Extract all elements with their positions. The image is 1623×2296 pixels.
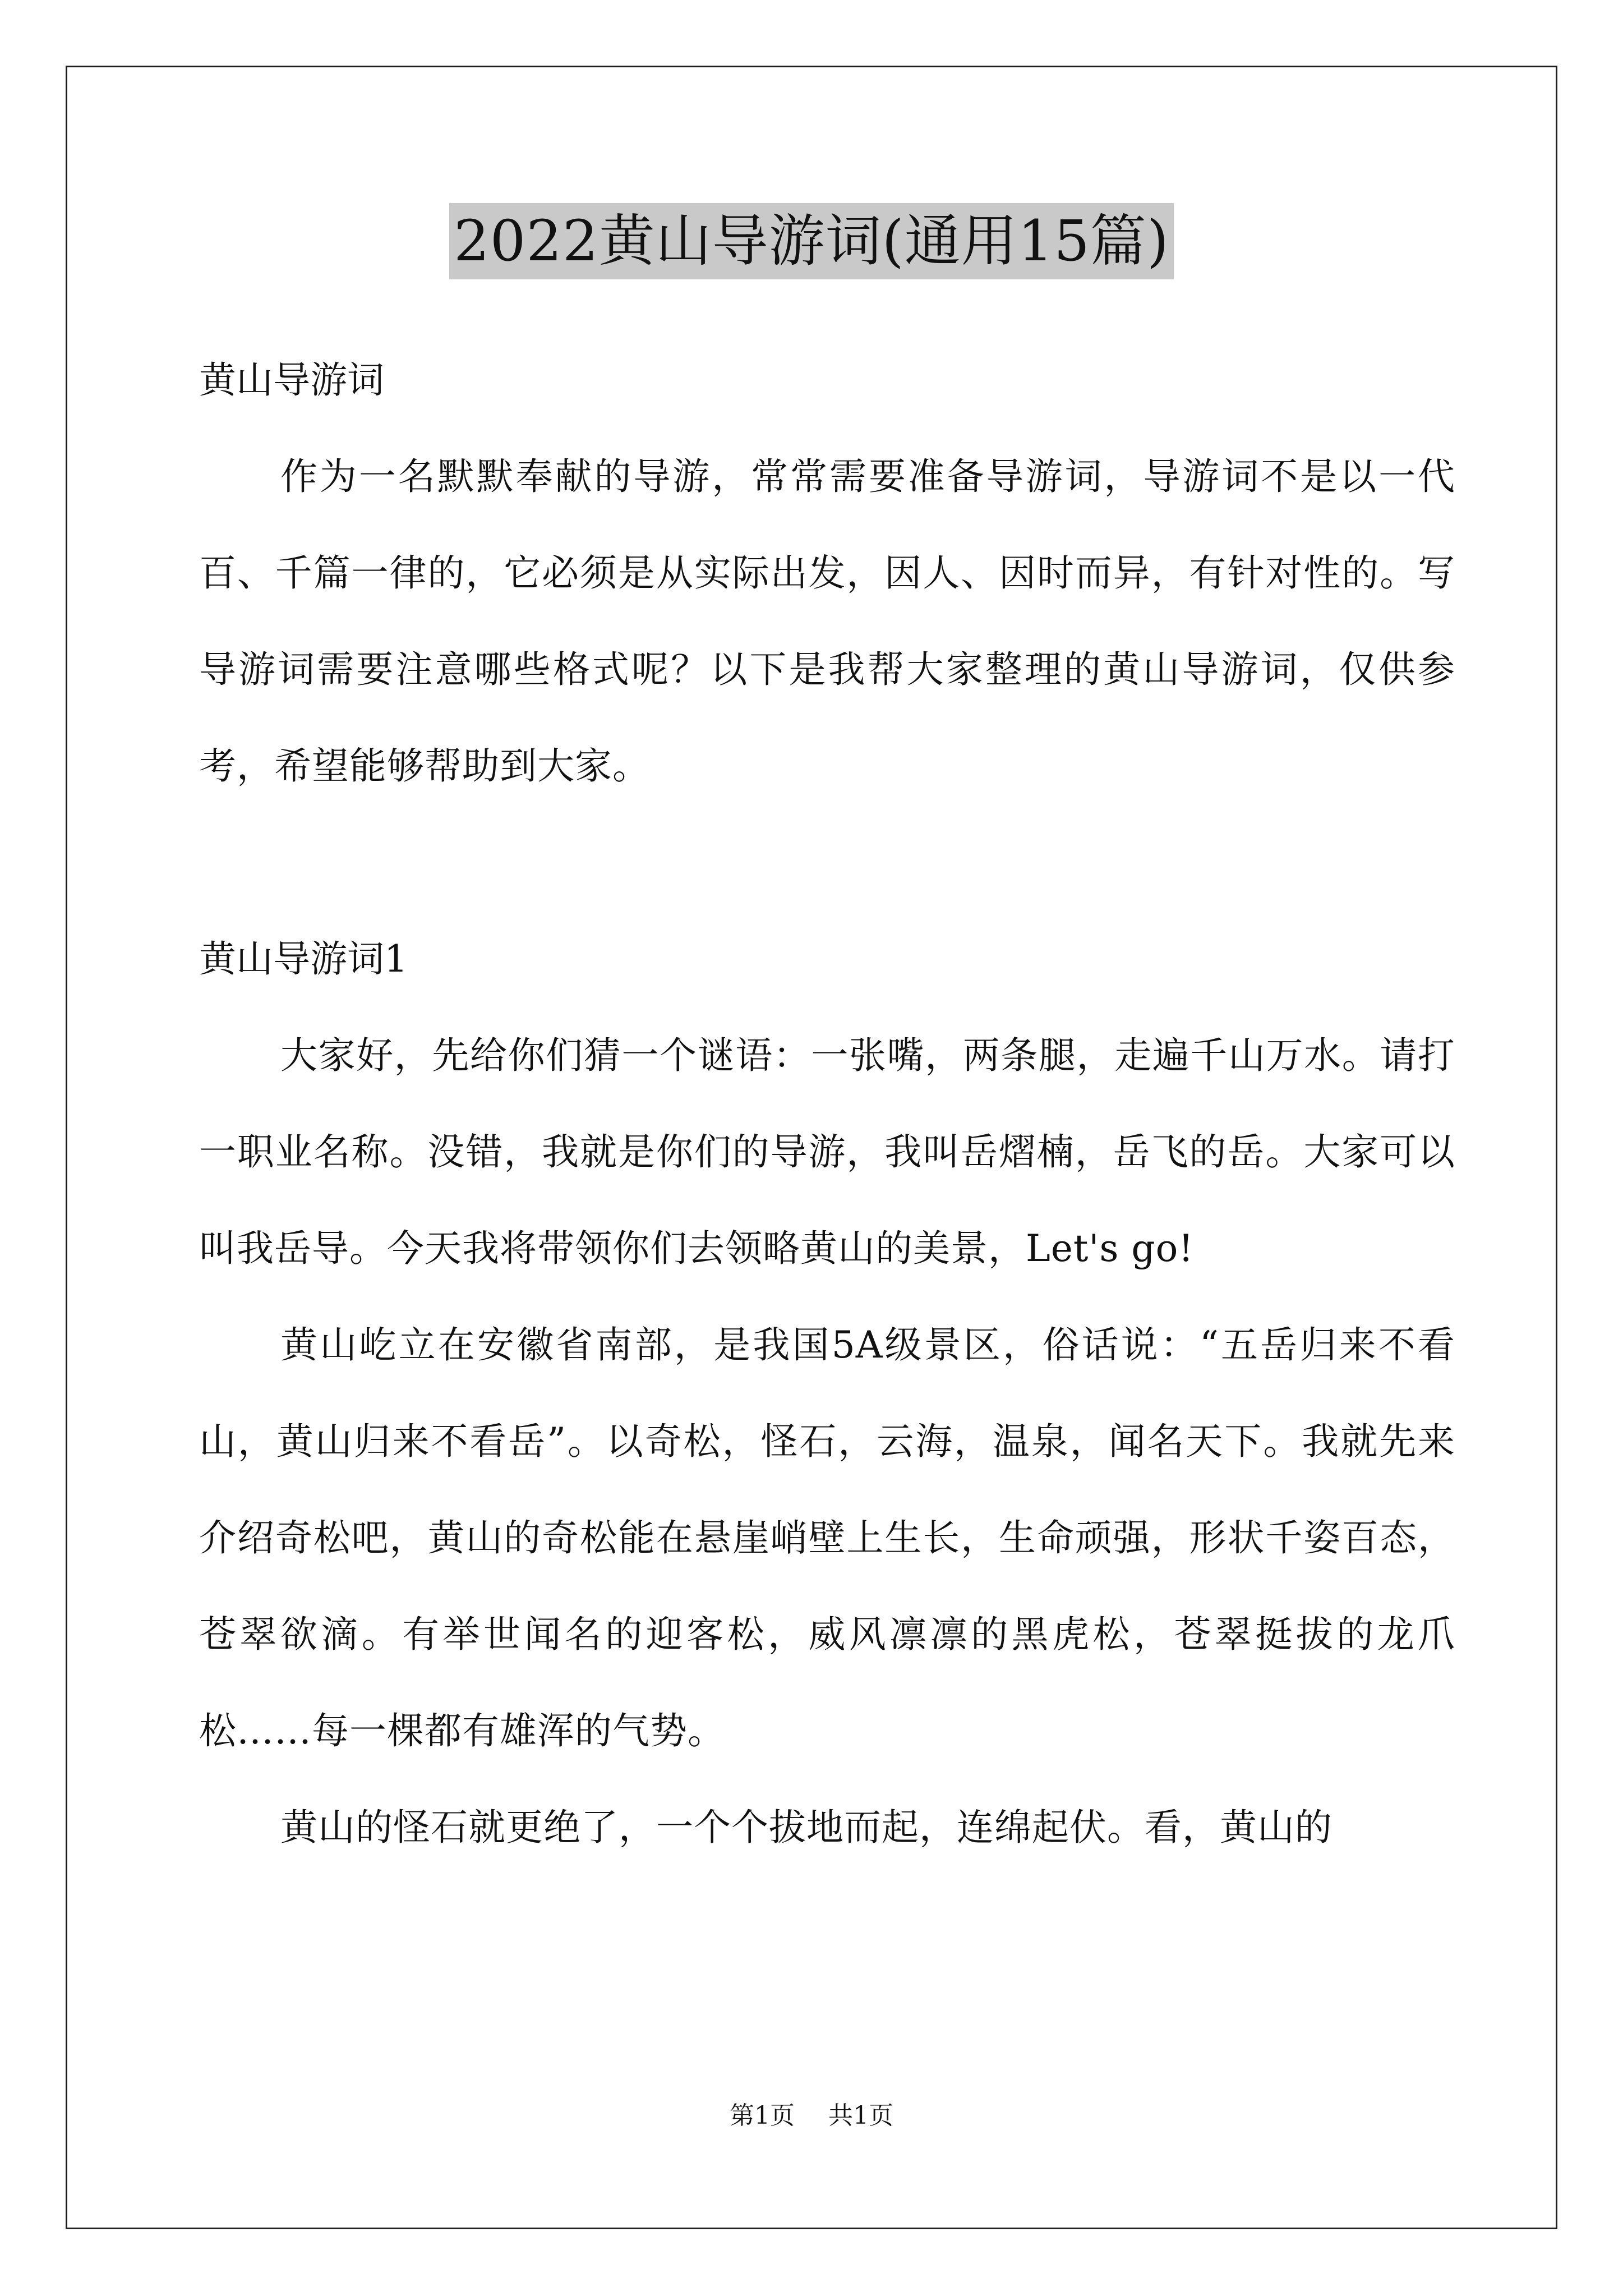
section1-heading: 黄山导游词1	[199, 937, 408, 981]
document-title: 2022黄山导游词(通用15篇)	[449, 203, 1174, 279]
title-wrap	[0, 203, 1623, 279]
section1-paragraph-1: 大家好，先给你们猜一个谜语：一张嘴，两条腿，走遍千山万水。请打一职业名称。没错，我就是你们的导游，我叫岳熠楠，岳飞的岳。大家可以叫我岳导。今天我将带领你们去领略黄山的美景，Let's go!	[199, 1034, 1455, 1270]
section1-paragraph-2: 黄山屹立在安徽省南部，是我国5A级景区，俗话说：“五岳归来不看山，黄山归来不看岳”。以奇松，怪石，云海，温泉，闻名天下。我就先来介绍奇松吧，黄山的奇松能在悬崖峭壁上生长，生命顽强，形状千姿百态，苍翠欲滴。有举世闻名的迎客松，威风凛凛的黑虎松，苍翠挺拔的龙爪松……每一棵都有雄浑的气势。	[199, 1323, 1455, 1752]
page-footer	[0, 2099, 1623, 2133]
page-number-total: 共1页	[828, 2101, 893, 2130]
section1-paragraph-3: 黄山的怪石就更绝了，一个个拔地而起，连绵起伏。看，黄山的	[280, 1806, 1332, 1849]
section-gap	[199, 815, 1455, 911]
intro-heading: 黄山导游词	[199, 358, 384, 402]
page-number-current: 第1页	[730, 2101, 795, 2130]
document-body	[199, 332, 1455, 1876]
intro-paragraph: 作为一名默默奉献的导游，常常需要准备导游词，导游词不是以一代百、千篇一律的，它必须是从实际出发，因人、因时而异，有针对性的。写导游词需要注意哪些格式呢？以下是我帮大家整理的黄山导游词，仅供参考，希望能够帮助到大家。	[199, 455, 1455, 788]
